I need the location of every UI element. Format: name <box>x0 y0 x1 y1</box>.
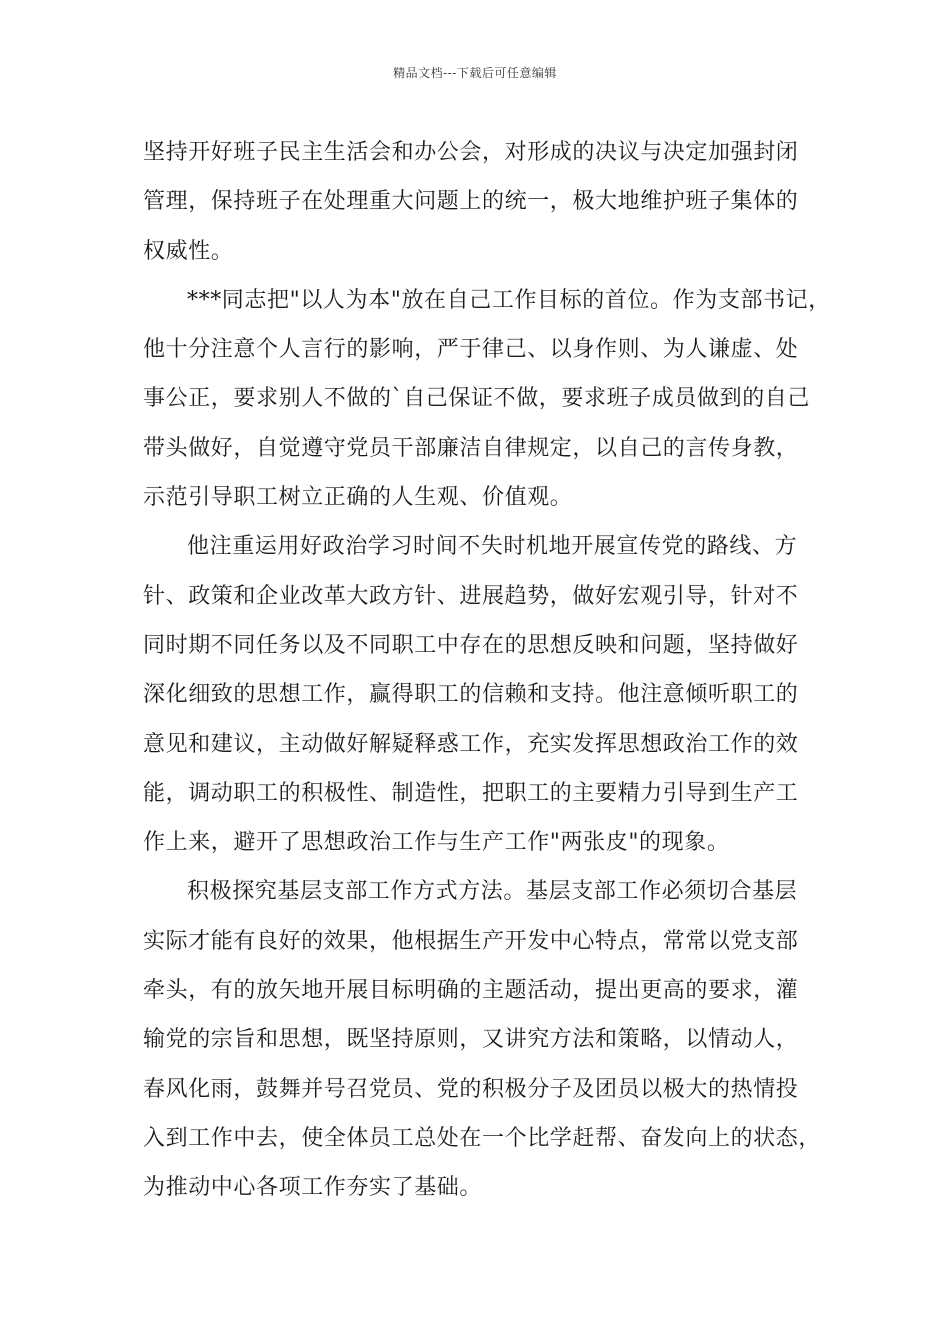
text-line: 针、政策和企业改革大政方针、进展趋势，做好宏观引导，针对不 <box>143 583 799 609</box>
text-line-first: 他注重运用好政治学习时间不失时机地开展宣传党的路线、方 <box>187 534 798 560</box>
text-line: 深化细致的思想工作，赢得职工的信赖和支持。他注意倾听职工的 <box>143 682 799 708</box>
document-body <box>143 132 833 1217</box>
text-line: 带头做好，自觉遵守党员干部廉洁自律规定，以自己的言传身教， <box>143 435 799 461</box>
text-line: 意见和建议，主动做好解疑释惑工作，充实发挥思想政治工作的效 <box>143 731 799 757</box>
text-line: 示范引导职工树立正确的人生观、价值观。 <box>143 485 573 511</box>
text-line: 实际才能有良好的效果，他根据生产开发中心特点，常常以党支部 <box>143 928 799 954</box>
text-line: 同时期不同任务以及不同职工中存在的思想反映和问题，坚持做好 <box>143 632 799 658</box>
text-line: 牵头，有的放矢地开展目标明确的主题活动，提出更高的要求，灌 <box>143 978 799 1004</box>
text-line: 作上来，避开了思想政治工作与生产工作"两张皮"的现象。 <box>143 830 730 856</box>
text-line: 坚持开好班子民主生活会和办公会，对形成的决议与决定加强封闭 <box>143 140 799 165</box>
text-line: 为推动中心各项工作夯实了基础。 <box>143 1175 483 1201</box>
paragraph-4 <box>143 871 833 1216</box>
text-line: 能，调动职工的积极性、制造性，把职工的主要精力引导到生产工 <box>143 780 799 806</box>
text-line-first: ***同志把"以人为本"放在自己工作目标的首位。作为支部书记， <box>187 287 831 313</box>
text-line: 入到工作中去，使全体员工总处在一个比学赶帮、奋发向上的状态， <box>143 1125 822 1151</box>
text-line: 他十分注意个人言行的影响，严于律己、以身作则、为人谦虚、处 <box>143 337 799 363</box>
text-line: 事公正，要求别人不做的`自己保证不做，要求班子成员做到的自己 <box>143 386 811 412</box>
text-line: 权威性。 <box>143 238 234 264</box>
paragraph-2 <box>143 280 833 526</box>
paragraph-3 <box>143 526 833 871</box>
text-line: 管理，保持班子在处理重大问题上的统一，极大地维护班子集体的 <box>143 189 799 215</box>
page-header: 精品文档---下载后可任意编辑 <box>393 66 557 80</box>
paragraph-1 <box>143 132 833 280</box>
text-line: 春风化雨，鼓舞并号召党员、党的积极分子及团员以极大的热情投 <box>143 1076 799 1102</box>
text-line-first: 积极探究基层支部工作方式方法。基层支部工作必须切合基层 <box>187 879 798 905</box>
text-line: 输党的宗旨和思想，既坚持原则，又讲究方法和策略，以情动人， <box>143 1027 799 1053</box>
